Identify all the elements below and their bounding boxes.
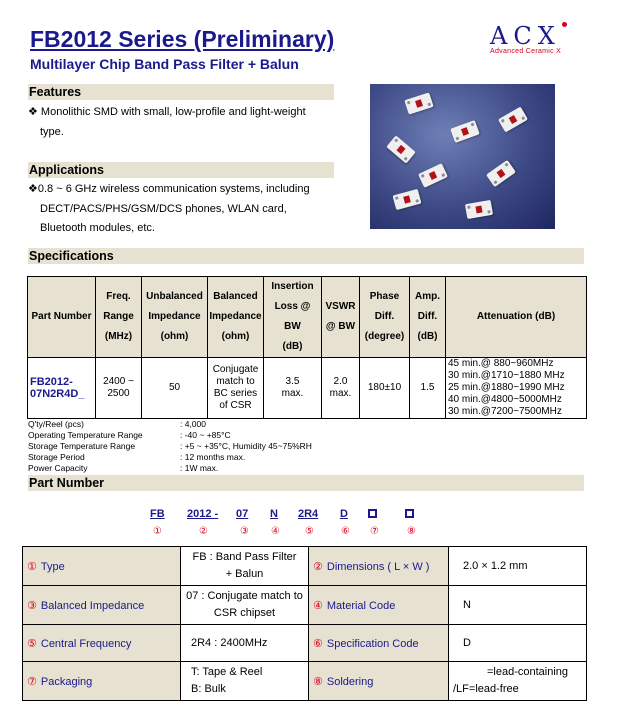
header-line: (dB): [282, 341, 303, 352]
value-balanced-impedance: [181, 586, 309, 625]
attenuation-line: 40 min.@4800~5000MHz: [448, 394, 562, 405]
placeholder-box-icon: [368, 509, 377, 518]
cell-line: 2500: [107, 388, 130, 399]
cell-line: 07N2R4D_: [30, 388, 85, 400]
index-number: ⑧: [313, 675, 323, 688]
placeholder-box-icon: [405, 509, 414, 518]
pn-code-soldering-box: [405, 509, 414, 521]
cell-vswr: [322, 358, 360, 419]
pn-index: ②: [199, 526, 208, 537]
index-number: ⑤: [27, 637, 37, 650]
header-line: VSWR: [325, 301, 356, 312]
property-value: : 12 months max.: [180, 452, 246, 462]
property-value: : -40 ~ +85°C: [180, 430, 231, 440]
chip-image: [404, 92, 433, 114]
value-material-code: N: [449, 586, 587, 625]
value-line: FB : Band Pass Filter: [192, 551, 297, 563]
pn-code-type: FB: [150, 508, 165, 520]
label-text: Type: [40, 560, 65, 573]
cell-line: 2.0: [333, 376, 348, 387]
specifications-heading: Specifications: [28, 248, 584, 264]
col-header-vswr: [322, 277, 360, 358]
cell-freq-range: [96, 358, 142, 419]
label-balanced-impedance: [23, 586, 181, 625]
label-text: Specification Code: [326, 637, 419, 650]
pn-code-frequency: 2R4: [298, 508, 319, 520]
acx-logo: [490, 22, 580, 62]
pn-index: ⑧: [407, 526, 416, 537]
header-line: Phase: [369, 291, 400, 302]
list-item: [28, 463, 312, 474]
col-header-unbalanced-impedance: [142, 277, 208, 358]
index-number: ③: [27, 599, 37, 612]
chip-image: [418, 163, 448, 188]
header-line: Impedance: [209, 311, 262, 322]
pn-index: ⑤: [305, 526, 314, 537]
property-value: : +5 ~ +35°C, Humidity 45~75%RH: [180, 441, 312, 451]
features-heading: Features: [28, 84, 334, 100]
property-key: Q'ty/Reel (pcs): [28, 419, 84, 429]
cell-unbalanced-impedance: 50: [142, 358, 208, 419]
list-item: [28, 430, 312, 441]
table-row: [23, 547, 587, 586]
features-line-1: ❖ Monolithic SMD with small, low-profile and light-weight: [28, 106, 306, 118]
table-row: [23, 662, 587, 701]
chip-image: [498, 107, 528, 133]
property-value: : 1W max.: [180, 463, 219, 473]
cell-line: match to: [216, 376, 255, 387]
header-line: BW: [284, 321, 301, 332]
header-line: @ BW: [325, 321, 356, 332]
part-number-heading: Part Number: [28, 475, 584, 491]
table-row: [23, 625, 587, 662]
applications-line-3: Bluetooth modules, etc.: [40, 222, 155, 234]
col-header-part-number: Part Number: [28, 277, 96, 358]
label-soldering: [309, 662, 449, 701]
cell-line: of CSR: [219, 400, 252, 411]
index-number: ⑦: [27, 675, 37, 688]
specifications-table: [27, 276, 587, 419]
value-central-frequency: 2R4 : 2400MHz: [181, 625, 309, 662]
label-text: Balanced Impedance: [40, 599, 145, 612]
header-line: Diff.: [417, 311, 438, 322]
label-dimensions: [309, 547, 449, 586]
header-line: Diff.: [374, 311, 395, 322]
value-line: T: Tape & Reel: [191, 666, 263, 678]
pn-index: ③: [240, 526, 249, 537]
features-line-2: type.: [40, 126, 64, 138]
value-specification-code: D: [449, 625, 587, 662]
label-text: Soldering: [326, 675, 374, 688]
logo-subtext: Advanced Ceramic X: [490, 48, 562, 55]
header-line: Freq.: [106, 291, 131, 302]
spec-header-row: [28, 277, 587, 358]
pn-index: ④: [271, 526, 280, 537]
label-type: [23, 547, 181, 586]
cell-balanced-impedance: [208, 358, 264, 419]
chip-image: [393, 189, 422, 210]
attenuation-line: 30 min.@1710~1880 MHz: [448, 370, 565, 381]
label-material-code: [309, 586, 449, 625]
header-line: Loss @: [274, 301, 311, 312]
property-key: Storage Temperature Range: [28, 441, 136, 451]
property-key: Storage Period: [28, 452, 85, 462]
cell-amp-diff: 1.5: [410, 358, 446, 419]
cell-part-number: [28, 358, 96, 419]
col-header-amp-diff: [410, 277, 446, 358]
pn-index: ①: [153, 526, 162, 537]
chip-image: [450, 120, 480, 143]
property-key: Power Capacity: [28, 463, 88, 473]
part-number-table: [22, 546, 587, 701]
value-type: [181, 547, 309, 586]
value-soldering: [449, 662, 587, 701]
cell-line: 2400 ~: [103, 376, 134, 387]
applications-line-1: ❖0.8 ~ 6 GHz wireless communication systems, including: [28, 183, 310, 195]
header-line: Insertion: [271, 281, 314, 292]
pn-code-spec: D: [340, 508, 348, 520]
index-number: ①: [27, 560, 37, 573]
label-specification-code: [309, 625, 449, 662]
value-line: + Balun: [225, 568, 264, 580]
cell-line: 3.5: [285, 376, 300, 387]
label-central-frequency: [23, 625, 181, 662]
col-header-phase-diff: [360, 277, 410, 358]
pn-code-dimensions: 2012 -: [187, 508, 219, 520]
table-row: [28, 358, 587, 419]
cell-line: max.: [281, 388, 304, 399]
cell-line: FB2012-: [30, 376, 73, 388]
cell-phase-diff: 180±10: [360, 358, 410, 419]
chip-image: [486, 160, 516, 187]
value-line: 07 : Conjugate match to: [186, 590, 303, 602]
attenuation-line: 45 min.@ 880~960MHz: [448, 358, 554, 369]
list-item: [28, 419, 312, 430]
cell-line: Conjugate: [212, 364, 259, 375]
attenuation-line: 25 min.@1880~1990 MHz: [448, 382, 565, 393]
col-header-freq-range: [96, 277, 142, 358]
header-line: (degree): [364, 331, 405, 342]
header-line: (dB): [417, 331, 438, 342]
header-line: (ohm): [221, 331, 250, 342]
page-subtitle: Multilayer Chip Band Pass Filter + Balun: [30, 56, 299, 72]
index-number: ④: [313, 599, 323, 612]
label-text: Packaging: [40, 675, 93, 688]
attenuation-line: 30 min.@7200~7500MHz: [448, 406, 562, 417]
value-line: /LF=lead-free: [453, 683, 519, 695]
header-line: Unbalanced: [146, 291, 203, 302]
list-item: [28, 441, 312, 452]
value-line: B: Bulk: [191, 683, 226, 695]
property-key: Operating Temperature Range: [28, 430, 143, 440]
value-line: CSR chipset: [213, 607, 276, 619]
applications-heading: Applications: [28, 162, 334, 178]
header-line: (MHz): [104, 331, 133, 342]
header-line: (ohm): [160, 331, 189, 342]
logo-dot: [562, 22, 567, 27]
property-value: : 4,000: [180, 419, 206, 429]
cell-attenuation: [446, 358, 587, 419]
pn-code-packaging-box: [368, 509, 377, 521]
cell-line: max.: [329, 388, 352, 399]
page-title: FB2012 Series (Preliminary): [30, 26, 335, 52]
header-line: Range: [103, 311, 134, 322]
pn-code-material: N: [270, 508, 278, 520]
chip-image: [386, 135, 416, 163]
header-line: Impedance: [148, 311, 201, 322]
pn-code-impedance: 07: [236, 508, 249, 520]
col-header-attenuation: Attenuation (dB): [446, 277, 587, 358]
chip-image: [465, 200, 493, 219]
pn-index: ⑦: [370, 526, 379, 537]
col-header-insertion-loss: [264, 277, 322, 358]
label-text: Central Frequency: [40, 637, 132, 650]
header-line: Amp.: [415, 291, 440, 302]
list-item: [28, 452, 312, 463]
value-dimensions: 2.0 × 1.2 mm: [449, 547, 587, 586]
misc-properties: [28, 419, 312, 474]
label-packaging: [23, 662, 181, 701]
table-row: [23, 586, 587, 625]
pn-index: ⑥: [341, 526, 350, 537]
cell-insertion-loss: [264, 358, 322, 419]
index-number: ⑥: [313, 637, 323, 650]
index-number: ②: [313, 560, 323, 573]
logo-text: ACX: [490, 22, 561, 50]
value-line: =lead-containing: [487, 666, 569, 678]
applications-line-2: DECT/PACS/PHS/GSM/DCS phones, WLAN card,: [40, 203, 287, 215]
cell-line: BC series: [213, 388, 258, 399]
label-text: Material Code: [326, 599, 396, 612]
value-packaging: [181, 662, 309, 701]
product-photo: [370, 84, 555, 229]
header-line: Balanced: [213, 291, 258, 302]
col-header-balanced-impedance: [208, 277, 264, 358]
label-text: Dimensions ( L × W ): [326, 560, 430, 573]
